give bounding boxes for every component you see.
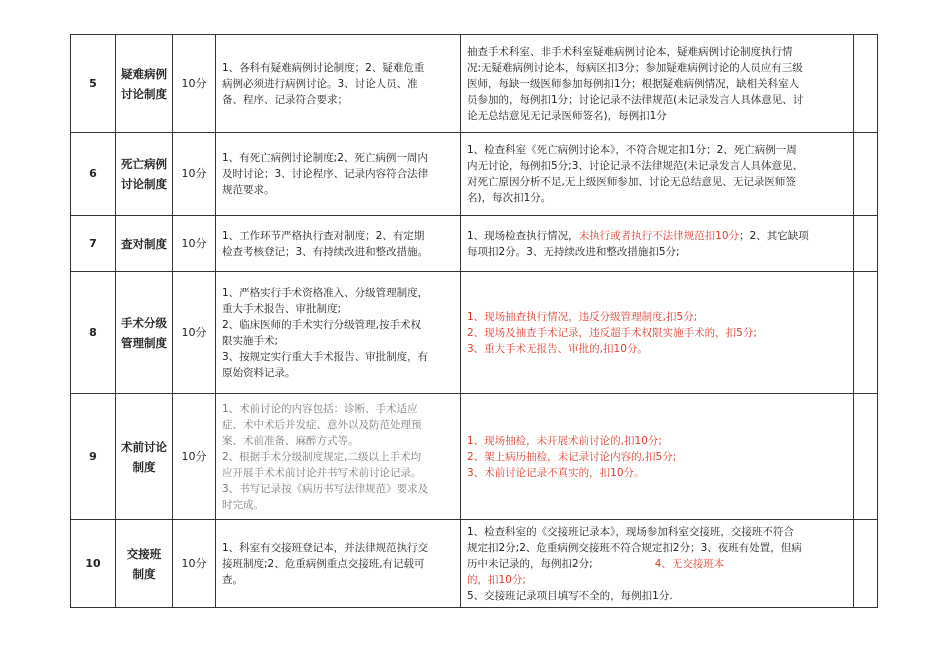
assessment-table <box>70 34 878 608</box>
standard-line <box>467 228 847 244</box>
standard-line: 名)，每次扣1分。 <box>467 192 552 204</box>
requirement-line: 2、临床医师的手术实行分级管理,按手术权 <box>222 318 422 331</box>
requirement-line: 限实施手术; <box>222 334 279 347</box>
item-name <box>116 272 173 394</box>
standard-line: 论无总结意见无记录医师签名)，每例扣1分 <box>467 109 667 122</box>
requirement-line: 1、科室有交接班登记本，并法律规范执行交 <box>222 541 429 554</box>
requirement-line: 备、程序、记录符合要求； <box>222 93 348 106</box>
standard-line <box>467 556 847 572</box>
requirement-line: 1、术前讨论的内容包括：诊断、手术适应 <box>222 402 418 415</box>
standard-line: 内无讨论，每例扣5分;3、讨论记录不法律规范(未记录发言人具体意见、 <box>467 160 803 172</box>
score-blank-cell <box>854 133 878 216</box>
standard-line: 3、重大手术无报告、审批的,扣10分。 <box>467 342 648 355</box>
standard-line: 规定扣2分;2、危重病例交接班不符合规定扣2分；3、夜班有处置，但病 <box>467 541 802 554</box>
requirement-line: 1、有死亡病例讨论制度;2、死亡病例一周内 <box>222 152 428 164</box>
item-name-line: 讨论制度 <box>121 86 167 101</box>
standard-line: 1、检查科室《死亡病例讨论本》，不符合规定扣1分；2、死亡病例一周 <box>467 144 797 156</box>
requirement-line: 重大手术报告、审批制度; <box>222 302 342 315</box>
item-requirements <box>216 394 461 520</box>
item-requirements <box>216 520 461 608</box>
item-name <box>116 216 173 272</box>
item-name <box>116 394 173 520</box>
requirement-line: 3、书写记录按《病历书写法律规范》要求及 <box>222 482 429 495</box>
requirement-line: 及时讨论；3、讨论程序、记录内容符合法律 <box>222 168 429 180</box>
item-standard <box>461 272 854 394</box>
standard-line: 2、现场及抽查手术记录，违反超手术权限实施手术的，扣5分; <box>467 326 757 339</box>
item-score: 10分 <box>173 35 216 133</box>
item-number: 6 <box>71 133 116 216</box>
item-name <box>116 520 173 608</box>
item-standard <box>461 133 854 216</box>
score-blank-cell <box>854 216 878 272</box>
standard-line: 况:无疑难病例讨论本，每病区扣3分；参加疑难病例讨论的人员应有三级 <box>467 61 803 74</box>
requirement-line: 应开展手术术前讨论并书写术前讨论记录。 <box>222 466 422 479</box>
requirement-line: 时完成。 <box>222 498 264 511</box>
item-standard <box>461 520 854 608</box>
item-name-line: 术前讨论 <box>121 439 167 454</box>
standard-line: 对死亡原因分析不足,无上级医师参加、讨论无总结意见、无记录医师签 <box>467 176 796 188</box>
item-name-line: 死亡病例 <box>121 157 167 171</box>
requirement-line: 规范要求。 <box>222 184 275 196</box>
item-score: 10分 <box>173 394 216 520</box>
item-name-line: 制度 <box>132 566 156 581</box>
item-name-line: 疑难病例 <box>121 66 167 81</box>
score-blank-cell <box>854 394 878 520</box>
requirement-line: 症、术中术后并发症、意外以及防范处理预 <box>222 418 422 431</box>
table-row <box>71 520 878 608</box>
standard-segment: 历中未记录的，每例扣2分; <box>467 557 593 570</box>
table-row <box>71 216 878 272</box>
item-name-line: 讨论制度 <box>121 177 167 191</box>
requirement-line: 1、工作环节严格执行查对制度；2、有定期 <box>222 229 425 242</box>
item-name-line: 查对制度 <box>121 236 167 251</box>
item-name <box>116 35 173 133</box>
requirement-line: 案、术前准备、麻醉方式等。 <box>222 434 359 447</box>
score-blank-cell <box>854 272 878 394</box>
requirement-line: 病例必须进行病例讨论。3、讨论人员、准 <box>222 77 418 90</box>
item-standard <box>461 35 854 133</box>
standard-line: 5、交接班记录项目填写不全的，每例扣1分. <box>467 589 673 602</box>
item-requirements <box>216 35 461 133</box>
table-row <box>71 133 878 216</box>
item-number: 8 <box>71 272 116 394</box>
standard-line: 的，扣10分; <box>467 573 526 586</box>
score-blank-cell <box>854 35 878 133</box>
item-standard <box>461 216 854 272</box>
item-requirements <box>216 272 461 394</box>
requirement-line: 接班制度;2、危重病例重点交接班,有记载可 <box>222 557 425 570</box>
item-score: 10分 <box>173 520 216 608</box>
item-standard <box>461 394 854 520</box>
requirement-line: 查。 <box>222 573 243 586</box>
item-name-line: 交接班 <box>126 546 162 561</box>
item-score: 10分 <box>173 133 216 216</box>
standard-line: 每项扣2分。3、无持续改进和整改措施扣5分; <box>467 245 680 258</box>
table-body <box>71 35 878 608</box>
item-name-line: 制度 <box>132 459 156 474</box>
requirement-line: 检查考核登记；3、有持续改进和整改措施。 <box>222 245 429 258</box>
item-number: 10 <box>71 520 116 608</box>
assessment-sheet <box>70 34 877 608</box>
item-number: 5 <box>71 35 116 133</box>
requirement-line: 1、各科有疑难病例讨论制度；2、疑难危重 <box>222 61 425 74</box>
score-blank-cell <box>854 520 878 608</box>
item-name-line: 管理制度 <box>121 335 167 350</box>
standard-line: 医师，每缺一级医师参加每例扣1分；根据疑难病例情况，缺相关科室人 <box>467 77 800 90</box>
requirement-line: 原始资料记录。 <box>222 366 296 379</box>
standard-line: 1、现场抽查执行情况，违反分级管理制度,扣5分; <box>467 310 698 323</box>
item-requirements <box>216 133 461 216</box>
item-name <box>116 133 173 216</box>
requirement-line: 2、根据手术分级制度规定,二级以上手术均 <box>222 450 422 463</box>
item-requirements <box>216 216 461 272</box>
standard-line: 员参加的，每例扣1分；讨论记录不法律规范(未记录发言人具体意见、讨 <box>467 93 804 106</box>
item-score: 10分 <box>173 272 216 394</box>
standard-line: 3、术前讨论记录不真实的，扣10分。 <box>467 466 645 479</box>
item-number: 9 <box>71 394 116 520</box>
table-row <box>71 35 878 133</box>
requirement-line: 3、按规定实行重大手术报告、审批制度，有 <box>222 350 429 363</box>
standard-segment: ；2、其它缺项 <box>739 229 809 242</box>
standard-line: 1、检查科室的《交接班记录本》，现场参加科室交接班，交接班不符合 <box>467 525 794 538</box>
standard-line: 抽查手术科室、非手术科室疑难病例讨论本，疑难病例讨论制度执行情 <box>467 45 793 58</box>
item-number: 7 <box>71 216 116 272</box>
standard-segment: 4、无交接班本 <box>654 557 725 570</box>
standard-segment: 未执行或者执行不法律规范扣10分 <box>578 229 740 242</box>
standard-segment: 1、现场检查执行情况， <box>467 229 579 242</box>
standard-line: 1、现场抽检，未开展术前讨论的,扣10分; <box>467 434 662 447</box>
item-name-line: 手术分级 <box>121 315 167 330</box>
item-score: 10分 <box>173 216 216 272</box>
standard-line: 2、架上病历抽检，未记录讨论内容的,扣5分; <box>467 450 677 463</box>
table-row <box>71 394 878 520</box>
table-row <box>71 272 878 394</box>
requirement-line: 1、严格实行手术资格准入、分级管理制度， <box>222 286 429 299</box>
